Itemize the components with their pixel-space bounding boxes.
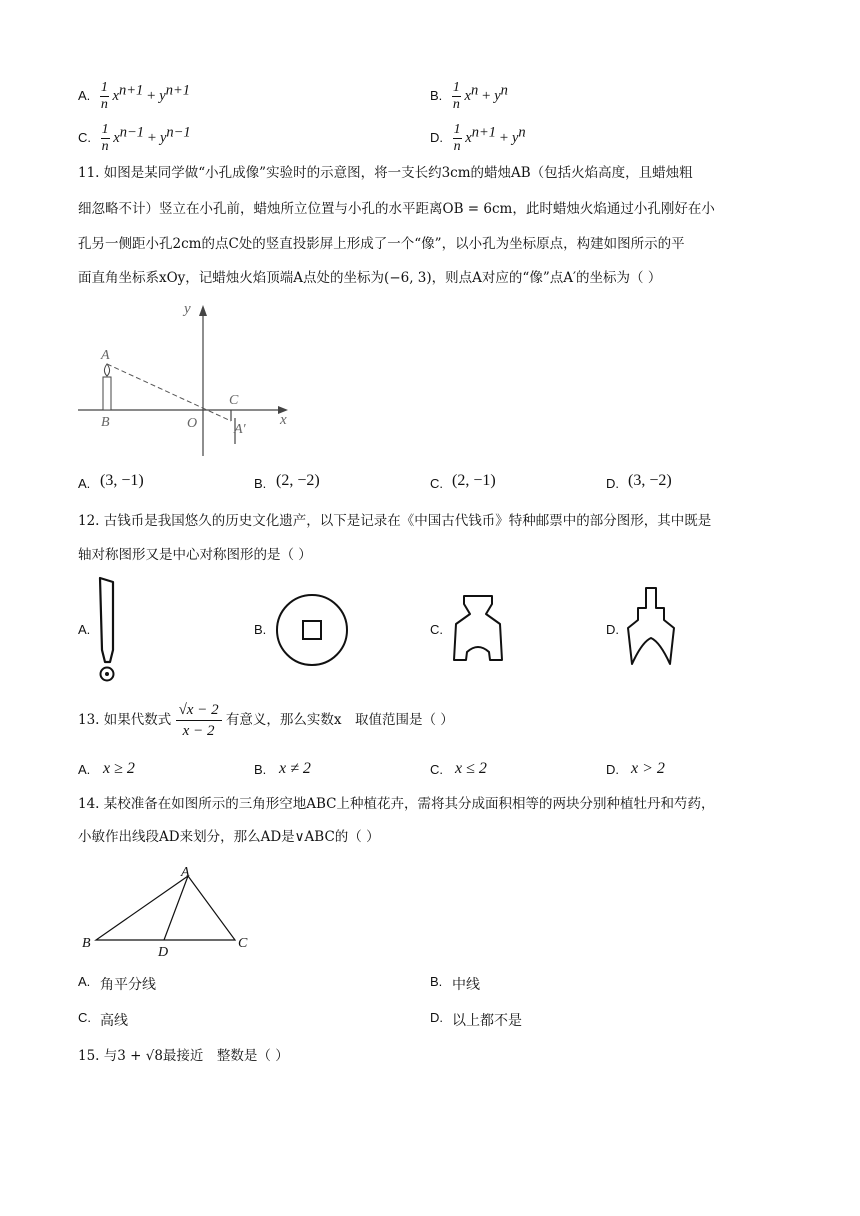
fraction: $\frac{1}{n}$ xyxy=(452,80,460,112)
flame-icon xyxy=(104,364,109,376)
option-value-b: 中线 xyxy=(452,977,480,993)
q10-option-d: D. $\frac{1}{n}$ $x^{n+1} + y^n$ xyxy=(430,122,526,154)
q10-option-a: A. $\frac{1}{n}$ $x^{n+1} + y^{n+1}$ xyxy=(78,80,190,112)
label-C: C xyxy=(238,936,248,951)
option-label-d: D. xyxy=(606,476,619,491)
option-label: D. xyxy=(430,129,443,145)
label-x: x xyxy=(280,412,287,428)
round-coin-icon xyxy=(274,592,350,668)
label-A-prime: A′ xyxy=(234,422,246,437)
option-label-c: C. xyxy=(430,476,443,491)
option-label-d: D. xyxy=(606,762,619,777)
option-value-a: 角平分线 xyxy=(100,977,156,993)
option-value-b: x ≠ 2 xyxy=(279,760,311,777)
option-value-c: 高线 xyxy=(100,1013,128,1029)
option-label-b: B. xyxy=(254,762,267,777)
q12-option-c-label: C. xyxy=(430,622,443,637)
q13-options xyxy=(78,758,798,784)
option-value-a: x ≥ 2 xyxy=(103,760,135,777)
q15-question: 15. 与3 + √8最接近 整数是（ ） xyxy=(78,1048,289,1064)
option-label-a: A. xyxy=(78,476,91,491)
q11-line1: 11. 如图是某同学做“小孔成像”实验时的示意图，将一支长约3cm的蜡烛AB（包括火焰高度，且蜡烛粗 xyxy=(78,165,693,181)
option-value-d: 以上都不是 xyxy=(452,1013,522,1029)
q13-suffix: 有意义，那么实数x 取值范围是（ ） xyxy=(225,712,454,728)
option-label: A. xyxy=(78,87,91,103)
math-var: x xyxy=(112,87,119,104)
option-label-b: B. xyxy=(254,476,267,491)
label-B: B xyxy=(101,415,110,430)
q14-line1: 14. 某校准备在如图所示的三角形空地ABC上种植花卉，需将其分成面积相等的两块分别种植牡丹和芍药， xyxy=(78,796,715,812)
option-label: C. xyxy=(78,129,91,145)
label-D: D xyxy=(158,945,169,960)
option-value-d: (3, −2) xyxy=(628,472,672,489)
option-label-c: C. xyxy=(430,762,443,777)
q14-line2: 小敏作出线段AD来划分，那么AD是∨ABC的（ ） xyxy=(78,829,380,845)
q11-figure xyxy=(74,298,296,462)
label-C: C xyxy=(229,393,239,408)
option-value-a: (3, −1) xyxy=(100,472,144,489)
option-label-d: D. xyxy=(430,1010,443,1025)
segment-ad xyxy=(164,876,188,940)
fraction: $\frac{1}{n}$ xyxy=(453,122,461,154)
y-axis-arrow-icon xyxy=(199,305,207,316)
q13-question xyxy=(78,700,454,746)
knife-coin-icon xyxy=(96,576,122,684)
option-label-a: A. xyxy=(78,762,91,777)
q13-fraction: $\frac{√x - 2}{x - 2}$ xyxy=(176,700,222,741)
option-value-d: x > 2 xyxy=(631,760,665,777)
fraction: $\frac{1}{n}$ xyxy=(101,122,109,154)
q12-option-b-label: B. xyxy=(254,622,267,637)
option-label-a: A. xyxy=(78,974,91,989)
label-y: y xyxy=(184,301,191,317)
triangle-abc xyxy=(96,876,235,940)
label-A: A xyxy=(101,348,110,363)
q14-options xyxy=(78,974,798,1034)
light-ray xyxy=(107,364,231,421)
q11-options xyxy=(78,470,798,496)
spade-coin-icon xyxy=(450,594,506,664)
q11-line3: 孔另一侧距小孔2cm的点C处的竖直投影屏上形成了一个“像”，以小孔为坐标原点，构建如图所示的平 xyxy=(78,236,685,252)
q12-line2: 轴对称图形又是中心对称图形的是（ ） xyxy=(78,547,312,563)
q11-line2: 细忽略不计）竖立在小孔前，蜡烛所立位置与小孔的水平距离OB = 6cm，此时蜡烛火焰通过小孔刚好在小 xyxy=(78,201,715,217)
label-A: A xyxy=(181,865,190,880)
q10-option-b: B. $\frac{1}{n}$ $x^n + y^n$ xyxy=(430,80,508,112)
option-value-c: (2, −1) xyxy=(452,472,496,489)
q14-triangle-figure xyxy=(78,862,258,962)
option-value-c: x ≤ 2 xyxy=(455,760,487,777)
q13-prefix: 13. 如果代数式 xyxy=(78,712,172,728)
q11-line4: 面直角坐标系xOy，记蜡烛火焰顶端A点处的坐标为(−6, 3)，则点A对应的“像”点A′的坐标为（ ） xyxy=(78,270,662,286)
q12-line1: 12. 古钱币是我国悠久的历史文化遗产，以下是记录在《中国古代钱币》特种邮票中的部分图形，其中既是 xyxy=(78,513,712,529)
candle xyxy=(103,377,111,410)
option-label-c: C. xyxy=(78,1010,91,1025)
fraction: $\frac{1}{n}$ xyxy=(100,80,108,112)
option-label-b: B. xyxy=(430,974,443,989)
option-value-b: (2, −2) xyxy=(276,472,320,489)
q12-option-a-label: A. xyxy=(78,622,91,637)
label-O: O xyxy=(187,416,198,431)
q12-option-d-label: D. xyxy=(606,622,619,637)
option-label: B. xyxy=(430,87,443,103)
pointed-spade-coin-icon xyxy=(626,586,678,668)
label-B: B xyxy=(82,936,91,951)
q10-option-c: C. $\frac{1}{n}$ $x^{n-1} + y^{n-1}$ xyxy=(78,122,191,154)
